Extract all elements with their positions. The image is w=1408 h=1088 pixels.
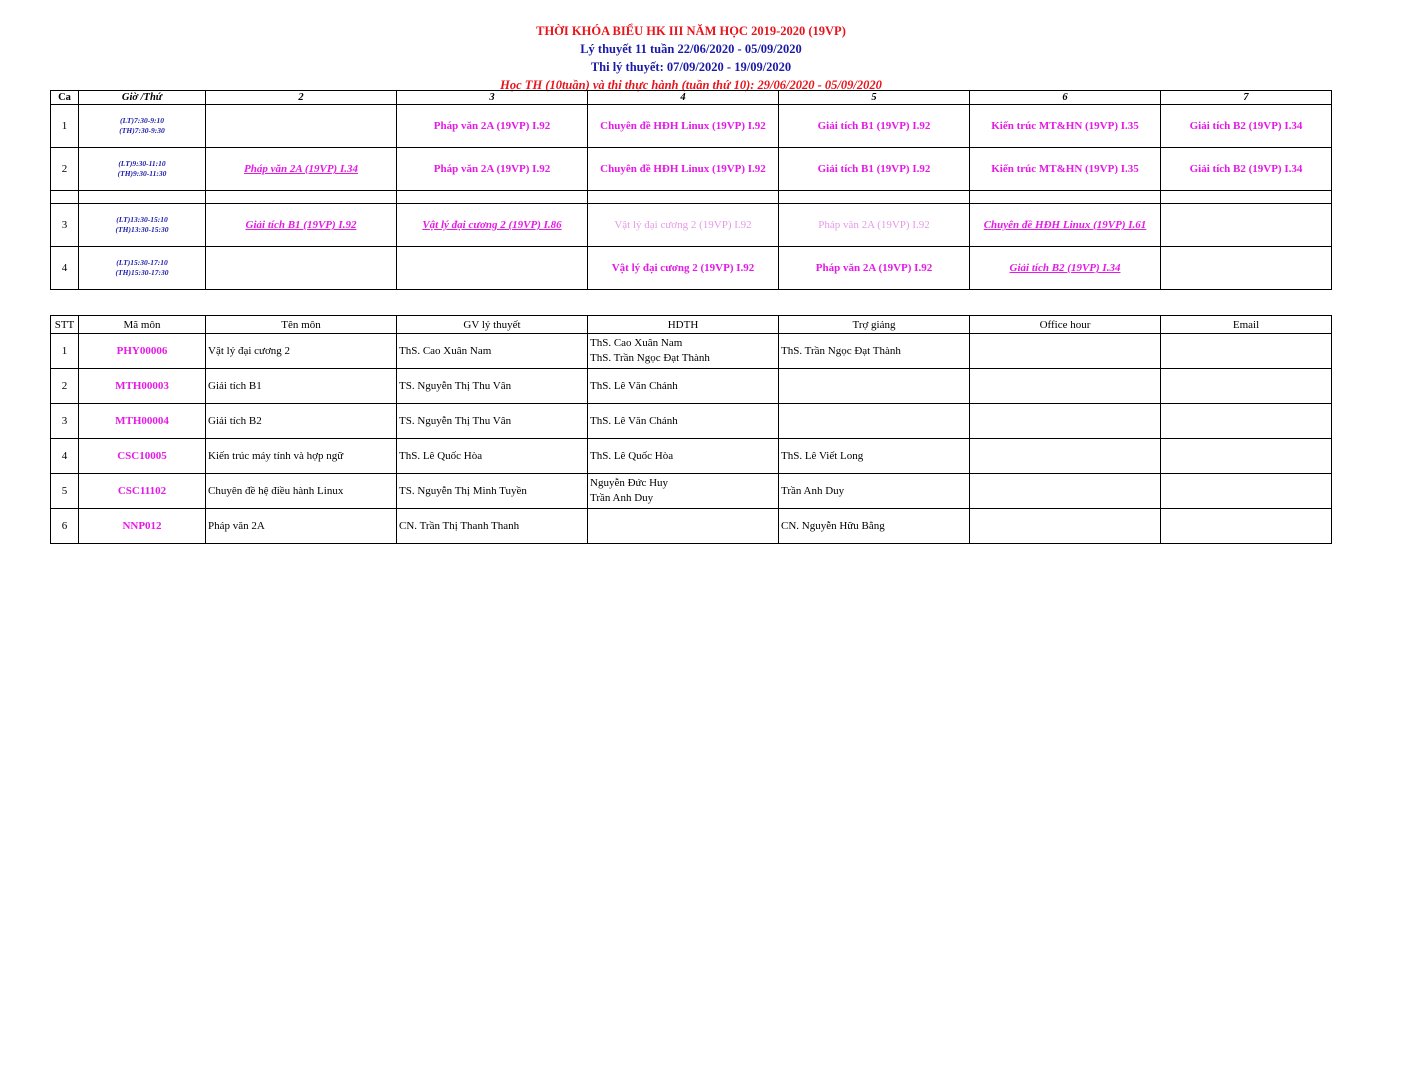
- header-day-2: 2: [206, 91, 397, 105]
- timetable-row-4: [51, 247, 1332, 290]
- header-ca: Ca: [51, 91, 79, 105]
- class-cell: Pháp văn 2A (19VP) I.92: [779, 247, 970, 290]
- slot-number: 3: [51, 204, 79, 247]
- time-th: (TH)9:30-11:30: [117, 169, 167, 178]
- course-assistant: Trần Anh Duy: [779, 474, 970, 509]
- time-lt: (LT)9:30-11:10: [118, 159, 166, 168]
- class-cell: Kiến trúc MT&HN (19VP) I.35: [970, 148, 1161, 191]
- slot-time: [79, 247, 206, 290]
- course-office-hour: [970, 369, 1161, 404]
- class-cell: Giải tích B2 (19VP) I.34: [970, 247, 1161, 290]
- course-name: Chuyên đề hệ điều hành Linux: [206, 474, 397, 509]
- time-lt: (LT)15:30-17:10: [116, 258, 168, 267]
- course-assistant: [779, 404, 970, 439]
- course-row: [51, 334, 1332, 369]
- class-cell: Vật lý đại cương 2 (19VP) I.92: [588, 247, 779, 290]
- course-code: CSC10005: [79, 439, 206, 474]
- course-assistant: ThS. Lê Viết Long: [779, 439, 970, 474]
- time-th: (TH)13:30-15:30: [115, 225, 169, 234]
- course-email: [1161, 474, 1332, 509]
- course-email: [1161, 509, 1332, 544]
- slot-number: 4: [51, 247, 79, 290]
- course-office-hour: [970, 474, 1161, 509]
- exam-period: Thi lý thuyết: 07/09/2020 - 19/09/2020: [590, 60, 792, 74]
- course-assistant: CN. Nguyễn Hữu Bằng: [779, 509, 970, 544]
- course-name: Giải tích B1: [206, 369, 397, 404]
- course-stt: 1: [51, 334, 79, 369]
- course-code: PHY00006: [79, 334, 206, 369]
- time-lt: (LT)7:30-9:10: [119, 116, 164, 125]
- course-name: Giải tích B2: [206, 404, 397, 439]
- page-title: THỜI KHÓA BIỂU HK III NĂM HỌC 2019-2020 (19VP): [536, 24, 846, 38]
- class-cell: Giải tích B1 (19VP) I.92: [779, 105, 970, 148]
- course-email: [1161, 404, 1332, 439]
- course-lecturer: TS. Nguyễn Thị Minh Tuyền: [397, 474, 588, 509]
- course-code: CSC11102: [79, 474, 206, 509]
- header-day-5: 5: [779, 91, 970, 105]
- course-lab-instructor: ThS. Cao Xuân Nam ThS. Trần Ngọc Đạt Thành: [588, 334, 779, 369]
- document-header: [0, 22, 1382, 94]
- course-table: [50, 315, 1332, 544]
- course-lecturer: TS. Nguyễn Thị Thu Vân: [397, 369, 588, 404]
- header-day-6: 6: [970, 91, 1161, 105]
- timetable-row-1: [51, 105, 1332, 148]
- class-cell: [397, 247, 588, 290]
- class-cell: Giải tích B1 (19VP) I.92: [779, 148, 970, 191]
- course-name: Vật lý đại cương 2: [206, 334, 397, 369]
- slot-time: [79, 204, 206, 247]
- class-cell: Pháp văn 2A (19VP) I.92: [397, 105, 588, 148]
- time-th: (TH)15:30-17:30: [115, 268, 169, 277]
- class-cell: Vật lý đại cương 2 (19VP) I.92: [588, 204, 779, 247]
- course-lab-instructor: ThS. Lê Văn Chánh: [588, 404, 779, 439]
- course-stt: 4: [51, 439, 79, 474]
- course-row: [51, 439, 1332, 474]
- course-stt: 3: [51, 404, 79, 439]
- course-lecturer: ThS. Lê Quốc Hòa: [397, 439, 588, 474]
- class-cell: Chuyên đề HĐH Linux (19VP) I.92: [588, 148, 779, 191]
- course-stt: 5: [51, 474, 79, 509]
- course-row: [51, 404, 1332, 439]
- course-assistant: [779, 369, 970, 404]
- timetable-row-3: [51, 204, 1332, 247]
- course-email: [1161, 439, 1332, 474]
- header-lecturer: GV lý thuyết: [397, 316, 588, 334]
- header-day-3: 3: [397, 91, 588, 105]
- header-code: Mã môn: [79, 316, 206, 334]
- header-day-7: 7: [1161, 91, 1332, 105]
- course-office-hour: [970, 404, 1161, 439]
- class-cell: Pháp văn 2A (19VP) I.34: [206, 148, 397, 191]
- course-code: MTH00003: [79, 369, 206, 404]
- timetable-row-2: [51, 148, 1332, 191]
- course-lab-instructor: Nguyễn Đức Huy Trần Anh Duy: [588, 474, 779, 509]
- header-lab-instructor: HDTH: [588, 316, 779, 334]
- course-row: [51, 369, 1332, 404]
- class-cell: Pháp văn 2A (19VP) I.92: [397, 148, 588, 191]
- course-office-hour: [970, 439, 1161, 474]
- header-name: Tên môn: [206, 316, 397, 334]
- course-lecturer: TS. Nguyễn Thị Thu Vân: [397, 404, 588, 439]
- course-header-row: [51, 316, 1332, 334]
- course-row: [51, 474, 1332, 509]
- class-cell: Kiến trúc MT&HN (19VP) I.35: [970, 105, 1161, 148]
- course-row: [51, 509, 1332, 544]
- course-lab-instructor: ThS. Lê Văn Chánh: [588, 369, 779, 404]
- class-cell: Giải tích B2 (19VP) I.34: [1161, 105, 1332, 148]
- course-lecturer: ThS. Cao Xuân Nam: [397, 334, 588, 369]
- slot-time: [79, 148, 206, 191]
- timetable-header-row: [51, 91, 1332, 105]
- slot-number: 1: [51, 105, 79, 148]
- course-lab-instructor: ThS. Lê Quốc Hòa: [588, 439, 779, 474]
- course-lecturer: CN. Trần Thị Thanh Thanh: [397, 509, 588, 544]
- class-cell: Chuyên đề HĐH Linux (19VP) I.61: [970, 204, 1161, 247]
- course-office-hour: [970, 509, 1161, 544]
- course-office-hour: [970, 334, 1161, 369]
- header-assistant: Trợ giảng: [779, 316, 970, 334]
- class-cell: Giải tích B1 (19VP) I.92: [206, 204, 397, 247]
- class-cell: [1161, 204, 1332, 247]
- timetable-spacer-row: [51, 191, 1332, 204]
- theory-period: Lý thuyết 11 tuần 22/06/2020 - 05/09/2020: [580, 42, 802, 56]
- course-stt: 6: [51, 509, 79, 544]
- header-day-4: 4: [588, 91, 779, 105]
- course-name: Kiến trúc máy tính và hợp ngữ: [206, 439, 397, 474]
- header-office-hour: Office hour: [970, 316, 1161, 334]
- course-email: [1161, 369, 1332, 404]
- time-th: (TH)7:30-9:30: [119, 126, 165, 135]
- header-time-day: Giờ /Thứ: [79, 91, 206, 105]
- class-cell: Vật lý đại cương 2 (19VP) I.86: [397, 204, 588, 247]
- class-cell: [1161, 247, 1332, 290]
- class-cell: Giải tích B2 (19VP) I.34: [1161, 148, 1332, 191]
- class-cell: [206, 105, 397, 148]
- course-email: [1161, 334, 1332, 369]
- course-name: Pháp văn 2A: [206, 509, 397, 544]
- course-code: NNP012: [79, 509, 206, 544]
- timetable: [50, 90, 1332, 290]
- course-stt: 2: [51, 369, 79, 404]
- course-code: MTH00004: [79, 404, 206, 439]
- slot-number: 2: [51, 148, 79, 191]
- class-cell: Chuyên đề HĐH Linux (19VP) I.92: [588, 105, 779, 148]
- practice-period: Học TH (10tuần) và thi thực hành (tuần thứ 10): 29/06/2020 - 05/09/2020: [500, 78, 882, 92]
- header-email: Email: [1161, 316, 1332, 334]
- class-cell: [206, 247, 397, 290]
- time-lt: (LT)13:30-15:10: [116, 215, 168, 224]
- header-stt: STT: [51, 316, 79, 334]
- class-cell: Pháp văn 2A (19VP) I.92: [779, 204, 970, 247]
- slot-time: [79, 105, 206, 148]
- course-lab-instructor: [588, 509, 779, 544]
- course-assistant: ThS. Trần Ngọc Đạt Thành: [779, 334, 970, 369]
